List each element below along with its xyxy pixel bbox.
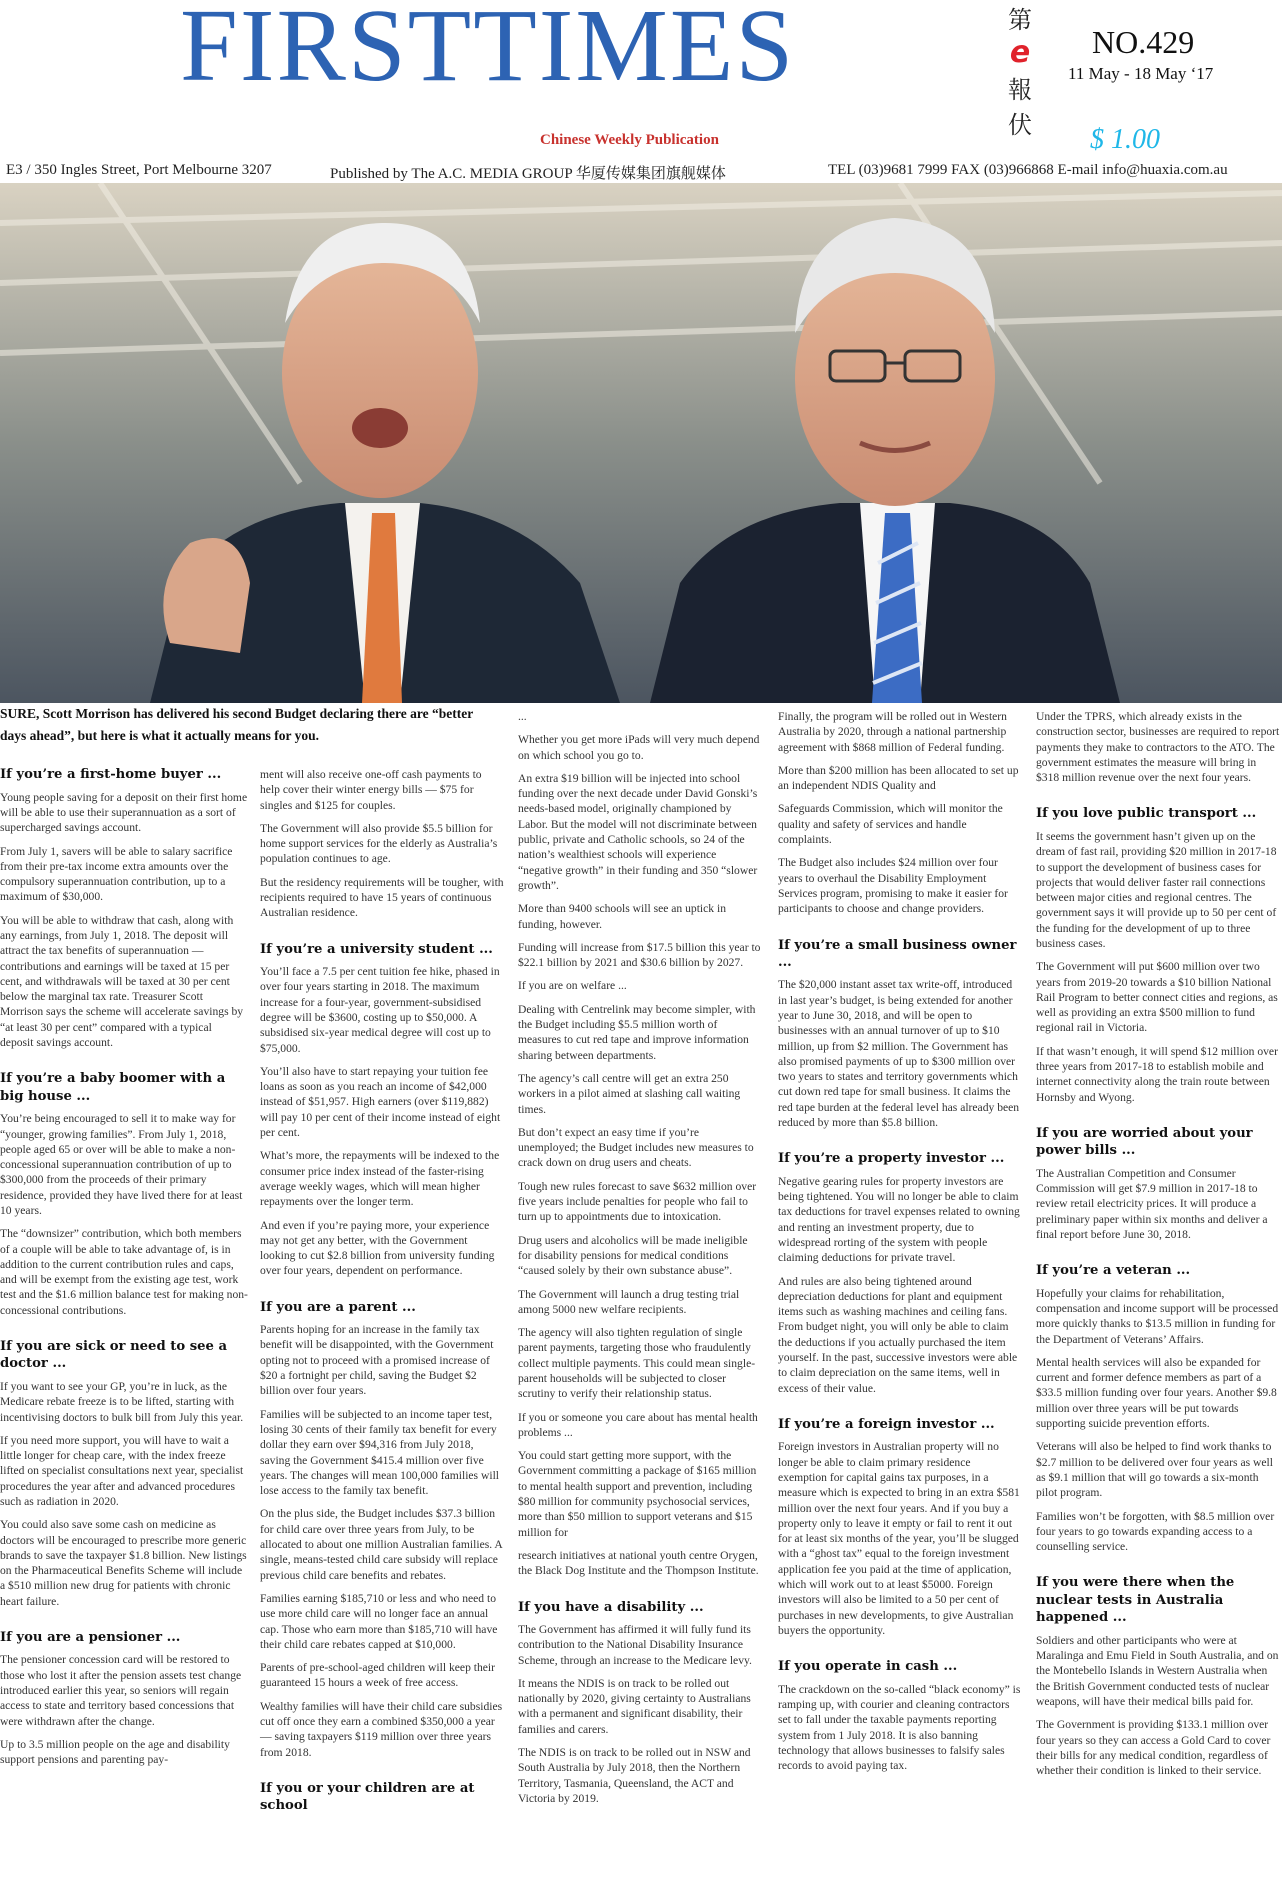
paragraph: Wealthy families will have their child care subsidies cut off once they earn a combined $350,000 a year — saving taxpayers $119 million over three years from 2018. [260, 1699, 503, 1759]
column-5 [1036, 703, 1280, 1786]
section-heading: If you are a pensioner ... [0, 1630, 181, 1646]
section-heading: If you are a parent ... [260, 1299, 416, 1315]
paragraph: Whether you get more iPads will very much depend on which school you go to. [518, 733, 760, 762]
paragraph: The NDIS is on track to be rolled out in NSW and South Australia by July 2018, then the Northern Territory, Tasmania, Queensland, the ACT and Victoria by 2019. [518, 1746, 751, 1805]
section-heading: If you’re a first-home buyer ... [0, 767, 222, 783]
section-heading: If you love public transport ... [1036, 806, 1257, 822]
e-logo-char: e [1009, 35, 1031, 70]
paragraph: From July 1, savers will be able to salary sacrifice from their pre-tax income extra amounts over the compulsory superannuation contribution, up to a maximum of $30,000. [0, 844, 233, 904]
paragraph: Under the TPRS, which already exists in the construction sector, businesses are required to report payments they make to contractors to the ATO. The government estimates the measure will bring in $318 million revenue over the next four years. [1036, 710, 1280, 785]
article-body [0, 703, 1282, 1904]
paragraph: ... [518, 710, 527, 723]
paragraph: Families will be subjected to an income taper test, losing 30 cents of their family tax benefit for every dollar they earn over $94,316 from July 2018, saving the Government $415.4 million over five years. The changes will mean 100,000 families will lose access to the family tax benefit. [260, 1407, 500, 1498]
paragraph: It seems the government hasn’t given up on the dream of fast rail, providing $20 million in 2017-18 to support the development of business cases for projects that would deliver faster rail connections between major cities and regional centres. The government says it will provide up to 50 per cent of the funding for the development of up to three business cases. [1036, 829, 1277, 950]
issue-number: NO.429 [1092, 24, 1195, 60]
article-lead: SURE, Scott Morrison has delivered his second Budget declaring there are “better days ahead”, but here is what it actually means for you. [0, 706, 473, 743]
paragraph: ment will also receive one-off cash payments to help cover their winter energy bills — $75 for singles and $125 for couples. [260, 768, 482, 812]
paragraph: The “downsizer” contribution, which both members of a couple will be able to take advantage of, is in addition to the current contribution rules and caps, and will be exempt from the existing age test, work test and the $1.6 million balance test for making non-concessional contributions. [0, 1227, 248, 1317]
paragraph: Finally, the program will be rolled out in Western Australia by 2020, through a national partnership agreement with $868 million of Federal funding. [778, 710, 1007, 754]
paragraph: The Budget also includes $24 million over four years to overhaul the Disability Employment Services program, promising to make it easier for participants to choose and change providers. [778, 856, 1008, 916]
section-heading: If you’re a university student ... [260, 941, 493, 957]
section-heading: If you are sick or need to see a doctor ... [0, 1339, 228, 1372]
paragraph: And even if you’re paying more, your experience may not get any better, with the Government looking to cut $2.8 billion from university funding over four years, dependent on performance. [260, 1218, 495, 1278]
section-heading: If you’re a property investor ... [778, 1151, 1005, 1167]
paragraph: The $20,000 instant asset tax write-off, introduced in last year’s budget, is being extended for another year to June 30, 2018, and will be open to businesses with an annual turnover of up to $10 million, up from $2 million. The Government has also promised payments of up to $300 million over two years to states and territory governments which cut down red tape for small business. It claims the red tape burden at the federal level has already been reduced by more than $5.8 billion. [778, 978, 1020, 1130]
paragraph: Tough new rules forecast to save $632 million over five years include penalties for people who fail to turn up to appointments due to intoxication. [518, 1179, 757, 1224]
paragraph: Families earning $185,710 or less and who need to use more child care will no longer face an annual cap. Those who earn more than $185,710 will have their child care rebates capped at $10,000. [260, 1591, 498, 1651]
paragraph: The agency will also tighten regulation of single parent payments, targeting those who fraudulently collect multiple payments. This could mean single-parent households will be subjected to closer scrutiny to verify their relationship status. [518, 1326, 756, 1401]
section-heading: If you’re a foreign investor ... [778, 1416, 995, 1432]
paragraph: But the residency requirements will be tougher, with recipients required to have 15 years of continuous Australian residence. [260, 875, 504, 920]
paragraph: You could start getting more support, with the Government committing a package of $165 million to mental health support and prevention, including $80 million for community psychosocial services, more than $50 million to support veterans and $15 million for [518, 1449, 757, 1539]
paragraph: It means the NDIS is on track to be rolled out nationally by 2020, giving certainty to Australians with a permanent and significant disability, their families and carers. [518, 1676, 751, 1736]
logo: FIRSTTIMES [180, 0, 796, 103]
tagline: Chinese Weekly Publication [540, 132, 719, 148]
section-heading: If you are worried about your power bills ... [1036, 1125, 1253, 1159]
paragraph: The Government has affirmed it will fully fund its contribution to the National Disability Insurance Scheme, through an increase to the Medicare levy. [518, 1622, 752, 1667]
paragraph: Soldiers and other participants who were at Maralinga and Emu Field in South Australia, and on the Montebello Islands in Western Australia when the British Government conducted tests of nuclear weapons, will have their medical bills paid for. [1036, 1633, 1279, 1708]
section-heading: If you’re a veteran ... [1036, 1263, 1191, 1279]
paragraph: On the plus side, the Budget includes $37.3 billion for child care over three years from July, to be allocated to about one million Australian families. A single, means-tested child care subsidy will replace previous child care benefits and rebates. [260, 1507, 503, 1582]
address: E3 / 350 Ingles Street, Port Melbourne 3207 [6, 162, 272, 178]
cjk-char: 報 [1008, 76, 1032, 104]
paragraph: Funding will increase from $17.5 billion this year to $22.1 billion by 2021 and $30.6 billion by 2027. [518, 940, 761, 970]
column-3 [518, 703, 762, 1814]
masthead [0, 0, 1282, 162]
paragraph: If you are on welfare ... [518, 979, 627, 993]
column-2 [260, 761, 504, 1821]
paragraph: Negative gearing rules for property investors are being tightened. You will no longer be able to claim tax deductions for travel expenses related to owning and renting an investment property, due to widespread rorting of the system with people claiming deductions for private travel. [778, 1174, 1020, 1265]
paragraph: The crackdown on the so-called “black economy” is ramping up, with courier and cleaning contractors set to fall under the taxable payments reporting system from 1 July 2018. It is also banning technology that allows businesses to falsify sales records to avoid paying tax. [778, 1682, 1021, 1773]
section-heading: If you were there when the nuclear tests in Australia happened ... [1036, 1575, 1235, 1626]
paragraph: You’ll face a 7.5 per cent tuition fee hike, phased in over four years starting in 2018. The maximum increase for a four-year, government-subsidised degree will be $3600, costing up to $50,000. A subsidised six-year medical degree will cost up to $75,000. [260, 965, 500, 1055]
photo-illustration [0, 183, 1282, 703]
cover-photo [0, 183, 1282, 703]
paragraph: The Government will launch a drug testing trial among 5000 new welfare recipients. [518, 1287, 740, 1316]
cjk-vertical-title [1005, 0, 1035, 140]
section-heading: If you operate in cash ... [778, 1659, 958, 1675]
paragraph: If you or someone you care about has mental health problems ... [518, 1410, 758, 1439]
paragraph: You could also save some cash on medicine as doctors will be encouraged to prescribe more generic brands to save the taxpayer $1.8 billion. New listings on the Pharmaceutical Benefits Scheme will include a $510 million new drug for patients with chronic heart failure. [0, 1518, 247, 1608]
paragraph: An extra $19 billion will be injected into school funding over the next decade under David Gonski’s needs-based model, originally championed by Labor. But the model will not discriminate between public, private and Catholic schools, so 24 of the nation’s wealthiest schools will experience “negative growth” in their funding and 350 “slower growth”. [518, 771, 758, 892]
info-bar [0, 160, 1282, 184]
paragraph: The agency’s call centre will get an extra 250 workers in a pilot aimed at slashing call waiting times. [518, 1071, 741, 1116]
paragraph: If you want to see your GP, you’re in luck, as the Medicare rebate freeze is to be lifted, starting with incentivising doctors to bulk bill from July this year. [0, 1379, 244, 1424]
cjk-char: 伏 [1008, 111, 1032, 139]
paragraph: Dealing with Centrelink may become simpler, with the Budget including $5.5 million worth of measures to cut red tape and improve information sharing between departments. [518, 1002, 756, 1062]
paragraph: Hopefully your claims for rehabilitation, compensation and income support will be processed more quickly thanks to $13.5 million in funding for the Department of Veterans’ Affairs. [1036, 1286, 1279, 1346]
paragraph: If you need more support, you will have to wait a little longer for cheap care, with the index freeze lifted on specialist consultations next year, specialist procedures the year after and advanced procedures such as radiation in 2020. [0, 1433, 244, 1508]
paragraph: What’s more, the repayments will be indexed to the consumer price index instead of the faster-rising average weekly wages, which will mean higher repayments over the longer term. [260, 1149, 500, 1209]
issue-dates: 11 May - 18 May ‘17 [1068, 64, 1214, 83]
section-heading: If you have a disability ... [518, 1599, 704, 1615]
paragraph: And rules are also being tightened around depreciation deductions for plant and equipment items such as washing machines and ceiling fans. From budget night, you will only be able to claim the deductions if you actually purchased the item yourself. In the past, successive investors were able to claim depreciation on the same items, well in excess of their value. [778, 1274, 1018, 1395]
paragraph: Veterans will also be helped to find work thanks to $2.7 million to be delivered over four years as well as $9.1 million that will go towards a six-month pilot program. [1036, 1440, 1273, 1500]
paragraph: The Government is providing $133.1 million over four years so they can access a Gold Card to cover their bills for any medical condition, regardless of whether their condition is linked to their service. [1036, 1718, 1271, 1778]
paragraph: Mental health services will also be expanded for current and former defence members as part of a $33.5 million funding over four years. Another $9.8 million over three years will be put towards supporting suicide prevention efforts. [1036, 1355, 1277, 1431]
paragraph: The Government will also provide $5.5 billion for home support services for the elderly as Australia’s population continues to age. [260, 821, 498, 866]
price: $ 1.00 [1090, 124, 1160, 155]
paragraph: Parents hoping for an increase in the family tax benefit will be disappointed, with the Government opting not to proceed with a promised increase of $20 a fortnight per child, saving the Budget $2 billion over four years. [260, 1323, 494, 1398]
paragraph: Safeguards Commission, which will monitor the quality and safety of services and handle complaints. [778, 802, 1003, 847]
section-heading: If you’re a baby boomer with a big house ... [0, 1071, 226, 1104]
paragraph: Foreign investors in Australian property will no longer be able to claim primary residence exemption for capital gains tax purposes, in a measure which is expected to bring in an extra $581 million over the next four years. And if you buy a property only to leave it empty or fail to rent it out for at least six months of the year, you’ll be slugged with a “ghost tax” equal to the foreign investment application fee you paid at the time of application, which will work out to at least $5000. Foreign investors will also be limited to a 50 per cent of purchases in new developments, to give Australian buyers the opportunity. [778, 1440, 1020, 1637]
paragraph: You’ll also have to start repaying your tuition fee loans as soon as you reach an income of $42,000 instead of $51,957. High earners (over $119,882) will pay 10 per cent of their income instead of eight per cent. [260, 1064, 501, 1140]
paragraph: Drug users and alcoholics will be made ineligible for disability pensions for medical conditions “caused solely by their own substance abuse”. [518, 1233, 748, 1278]
cjk-char: 第 [1008, 6, 1032, 34]
paragraph: The Government will put $600 million over two years from 2019-20 towards a $10 billion National Rail Program to better connect cities and regions, as well as providing an extra $500 million to fund regional rail in Victoria. [1036, 960, 1278, 1035]
paragraph: If that wasn’t enough, it will spend $12 million over three years from 2017-18 to establish mobile and internet connectivity along the train route between Hornsby and Wyong. [1036, 1044, 1278, 1104]
paragraph: Families won’t be forgotten, with $8.5 million over four years to go towards expanding access to a counselling service. [1036, 1509, 1275, 1554]
paragraph: The Australian Competition and Consumer Commission will get $7.9 million in 2017-18 to review retail electricity prices. It will produce a preliminary paper within six months and deliver a final report before June 30, 2018. [1036, 1166, 1268, 1241]
publisher: Published by The A.C. MEDIA GROUP 华厦传媒集团旗舰媒体 [330, 166, 726, 182]
paragraph: The pensioner concession card will be restored to those who lost it after the pension assets test change introduced earlier this year, so seniors will regain access to state and territory based concessions that were withdrawn after the change. [0, 1653, 242, 1728]
section-heading: If you or your children are at school [260, 1780, 475, 1814]
paragraph: Up to 3.5 million people on the age and disability support pensions and parenting pay- [0, 1737, 230, 1767]
paragraph: Parents of pre-school-aged children will keep their guaranteed 15 hours a week of free access. [260, 1661, 496, 1690]
paragraph: But don’t expect an easy time if you’re unemployed; the Budget includes new measures to crack down on drug users and cheats. [518, 1125, 754, 1170]
section-heading: If you’re a small business owner ... [778, 937, 1017, 970]
paragraph: You will be able to withdraw that cash, along with any earnings, from July 1, 2018. The deposit will attract the tax benefits of superannuation — contributions and earnings will be taxed at 15 per cent, and withdrawals will be taxed at 30 per cent below the marginal tax rate. Treasurer Scott Morrison says the scheme will accelerate savings by “at least 30 per cent” compared with a typical deposit savings account. [0, 913, 244, 1050]
paragraph: research initiatives at national youth centre Orygen, the Black Dog Institute and the Thompson Institute. [518, 1548, 759, 1578]
column-4 [778, 703, 1022, 1781]
contact: TEL (03)9681 7999 FAX (03)966868 E-mail info@huaxia.com.au [828, 162, 1228, 178]
paragraph: More than $200 million has been allocated to set up an independent NDIS Quality and [778, 763, 1019, 793]
paragraph: More than 9400 schools will see an uptick in funding, however. [518, 902, 727, 931]
paragraph: Young people saving for a deposit on their first home will be able to use their superannuation as a sort of supercharged savings account. [0, 790, 248, 835]
paragraph: You’re being encouraged to sell it to make way for “younger, growing families”. From July 1, 2018, people aged 65 or over will be able to make a non-concessional superannuation contribution of up to $300,000 from the proceeds of their primary residence, provided they have lived there for at least 10 years. [0, 1112, 243, 1217]
